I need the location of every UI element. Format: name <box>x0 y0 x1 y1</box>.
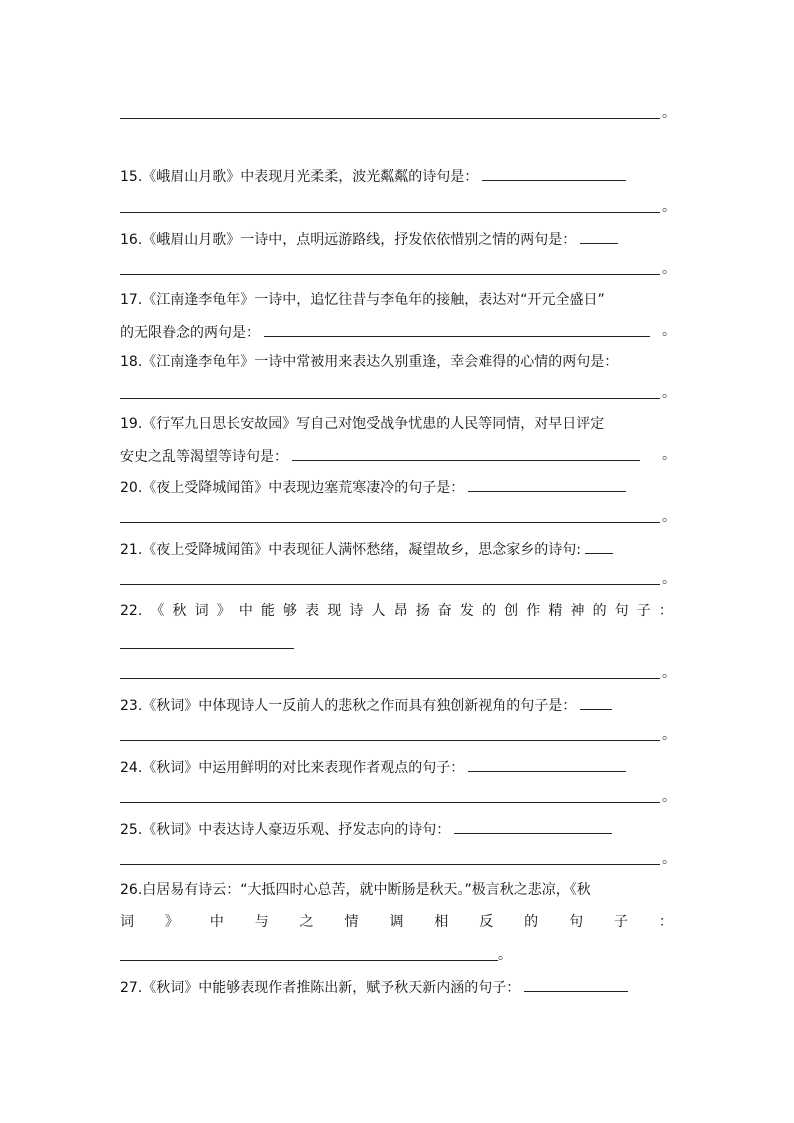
char: 子 <box>613 914 628 930</box>
question-27 <box>120 977 628 997</box>
char: 扬 <box>415 603 430 619</box>
period: 。 <box>662 199 676 215</box>
question-25 <box>120 819 612 839</box>
answer-blank[interactable] <box>292 446 640 461</box>
question-15 <box>120 166 626 186</box>
question-text: 《秋词》中能够表现作者推陈出新，赋予秋天新内涵的句子： <box>142 980 521 996</box>
char: 精 <box>548 603 563 619</box>
question-number: 23. <box>120 698 143 714</box>
char: 句 <box>569 914 584 930</box>
char: 够 <box>283 603 298 619</box>
char: ： <box>658 914 673 930</box>
question-22 <box>120 602 673 620</box>
question-19 <box>120 415 604 433</box>
char: 表 <box>305 603 320 619</box>
answer-blank[interactable] <box>120 648 294 649</box>
char: 词 <box>120 914 134 930</box>
answer-blank[interactable] <box>468 757 626 772</box>
char: 奋 <box>437 603 452 619</box>
char: 的 <box>592 603 607 619</box>
question-text: 《峨眉山月歌》一诗中，点明远游路线，抒发依依惜别之情的两句是： <box>142 232 577 248</box>
period: 。 <box>662 323 676 339</box>
question-20 <box>120 477 626 497</box>
char: 中 <box>238 603 253 619</box>
question-number: 15. <box>120 169 143 185</box>
period: 。 <box>662 105 676 121</box>
period: 。 <box>662 509 676 525</box>
question-number: 24. <box>120 760 143 776</box>
question-16 <box>120 229 618 249</box>
answer-line[interactable] <box>120 802 660 803</box>
char: 作 <box>526 603 541 619</box>
answer-line[interactable] <box>120 864 660 865</box>
question-text: 《峨眉山月歌》中表现月光柔柔，波光粼粼的诗句是： <box>142 169 479 185</box>
char: 昂 <box>393 603 408 619</box>
question-number: 20. <box>120 480 143 496</box>
answer-line[interactable] <box>120 274 660 275</box>
question-text: 的无限眷念的两句是： <box>120 325 260 341</box>
question-number: 26. <box>120 882 143 898</box>
answer-blank[interactable] <box>264 322 650 337</box>
period: 。 <box>662 665 676 681</box>
question-21 <box>120 539 613 559</box>
question-18 <box>120 353 618 371</box>
question-text: 《江南逢李龟年》一诗中，追忆往昔与李龟年的接触，表达对“开元全盛日” <box>142 292 605 308</box>
question-19-line2 <box>120 446 640 466</box>
question-24 <box>120 757 626 777</box>
period: 。 <box>662 789 676 805</box>
question-number: 19. <box>120 416 143 432</box>
question-17 <box>120 291 605 309</box>
question-26 <box>120 881 591 899</box>
answer-line[interactable] <box>120 584 660 585</box>
char: 人 <box>371 603 386 619</box>
char: 与 <box>254 914 269 930</box>
char: ： <box>658 603 673 619</box>
char: 词 <box>194 603 209 619</box>
question-17-line2 <box>120 322 650 342</box>
char: 《 <box>150 603 165 619</box>
char: 反 <box>479 914 494 930</box>
char: 神 <box>570 603 585 619</box>
question-number: 17. <box>120 292 143 308</box>
question-text: 《江南逢李龟年》一诗中常被用来表达久别重逢，幸会难得的心情的两句是： <box>142 354 619 370</box>
question-text: 《秋词》中表达诗人豪迈乐观、抒发志向的诗句： <box>142 822 451 838</box>
period: 。 <box>662 261 676 277</box>
char: 的 <box>524 914 539 930</box>
char: 子 <box>636 603 651 619</box>
char: 的 <box>482 603 497 619</box>
question-number: 16. <box>120 232 143 248</box>
question-number: 18. <box>120 354 143 370</box>
question-number: 22. <box>120 603 143 619</box>
question-text: 《行军九日思长安故园》写自己对饱受战争忧患的人民等同情，对早日评定 <box>142 416 605 432</box>
question-text: 《夜上受降城闻笛》中表现征人满怀愁绪，凝望故乡，思念家乡的诗句: <box>142 542 581 558</box>
period: 。 <box>662 385 676 401</box>
char: 情 <box>344 914 359 930</box>
answer-blank[interactable] <box>454 819 612 834</box>
answer-line[interactable] <box>120 398 660 399</box>
char: 相 <box>434 914 449 930</box>
answer-blank[interactable] <box>482 166 626 181</box>
question-23 <box>120 695 612 715</box>
answer-line[interactable] <box>120 740 660 741</box>
question-number: 27. <box>120 980 143 996</box>
char: 现 <box>327 603 342 619</box>
char: 》 <box>164 914 179 930</box>
char: 中 <box>209 914 224 930</box>
answer-blank[interactable] <box>524 977 628 992</box>
char: 诗 <box>349 603 364 619</box>
question-text: 白居易有诗云：“大抵四时心总苦，就中断肠是秋天。”极言秋之悲凉，《秋 <box>142 882 591 898</box>
question-number: 25. <box>120 822 143 838</box>
answer-line[interactable] <box>120 522 660 523</box>
answer-line[interactable] <box>120 212 660 213</box>
char: 创 <box>504 603 519 619</box>
question-text: 安史之乱等渴望等诗句是： <box>120 449 288 465</box>
question-26-line2 <box>120 913 673 931</box>
period: 。 <box>498 947 512 963</box>
char: 》 <box>216 603 231 619</box>
char: 能 <box>260 603 275 619</box>
answer-line[interactable] <box>120 960 498 961</box>
question-text: 《秋词》中运用鲜明的对比来表现作者观点的句子： <box>142 760 465 776</box>
period: 。 <box>662 851 676 867</box>
answer-line[interactable] <box>120 678 660 679</box>
char: 之 <box>299 914 314 930</box>
answer-blank[interactable] <box>580 695 612 710</box>
char: 调 <box>389 914 404 930</box>
char: 发 <box>459 603 474 619</box>
char: 句 <box>614 603 629 619</box>
period: 。 <box>662 727 676 743</box>
period: 。 <box>662 571 676 587</box>
answer-blank[interactable] <box>468 477 626 492</box>
answer-blank[interactable] <box>580 229 618 244</box>
period: 。 <box>662 447 676 463</box>
question-number: 21. <box>120 542 143 558</box>
char: 秋 <box>172 603 187 619</box>
question-text: 《夜上受降城闻笛》中表现边塞荒寒凄冷的句子是： <box>142 480 465 496</box>
question-text: 《秋词》中体现诗人一反前人的悲秋之作而具有独创新视角的句子是： <box>142 698 577 714</box>
answer-line[interactable] <box>120 118 660 119</box>
answer-blank[interactable] <box>585 539 613 554</box>
